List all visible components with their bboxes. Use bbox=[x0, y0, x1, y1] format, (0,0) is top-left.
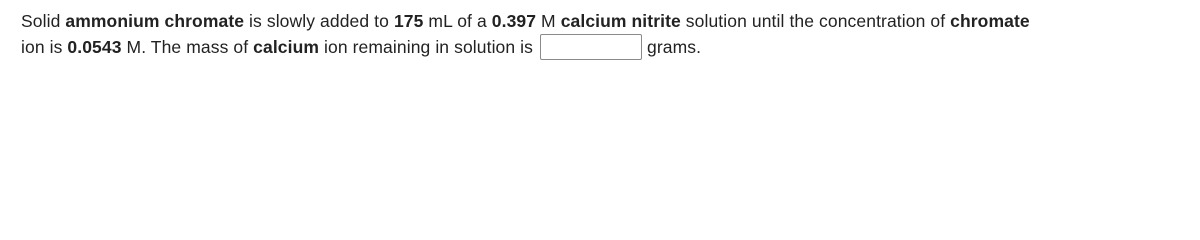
text-segment: solution until the concentration of bbox=[680, 11, 951, 31]
volume-value: 175 bbox=[393, 11, 424, 31]
solution-name: calcium nitrite bbox=[560, 11, 681, 31]
text-segment: M bbox=[536, 11, 561, 31]
question-text bbox=[21, 8, 1181, 60]
question-line-2 bbox=[21, 34, 1181, 60]
text-segment: M. The mass of bbox=[121, 37, 254, 57]
concentration-value: 0.397 bbox=[491, 11, 537, 31]
unit-label: grams. bbox=[646, 37, 702, 57]
text-segment: Solid bbox=[21, 11, 66, 31]
ion-name: chromate bbox=[950, 11, 1030, 31]
compound-name: ammonium chromate bbox=[65, 11, 245, 31]
answer-input[interactable] bbox=[540, 34, 642, 60]
ion-name: calcium bbox=[253, 37, 320, 57]
question-line-1 bbox=[21, 8, 1181, 34]
text-segment: ion is bbox=[21, 37, 68, 57]
text-segment: is slowly added to bbox=[244, 11, 394, 31]
text-segment: mL of a bbox=[423, 11, 492, 31]
text-segment: ion remaining in solution is bbox=[319, 37, 538, 57]
ion-concentration-value: 0.0543 bbox=[67, 37, 122, 57]
